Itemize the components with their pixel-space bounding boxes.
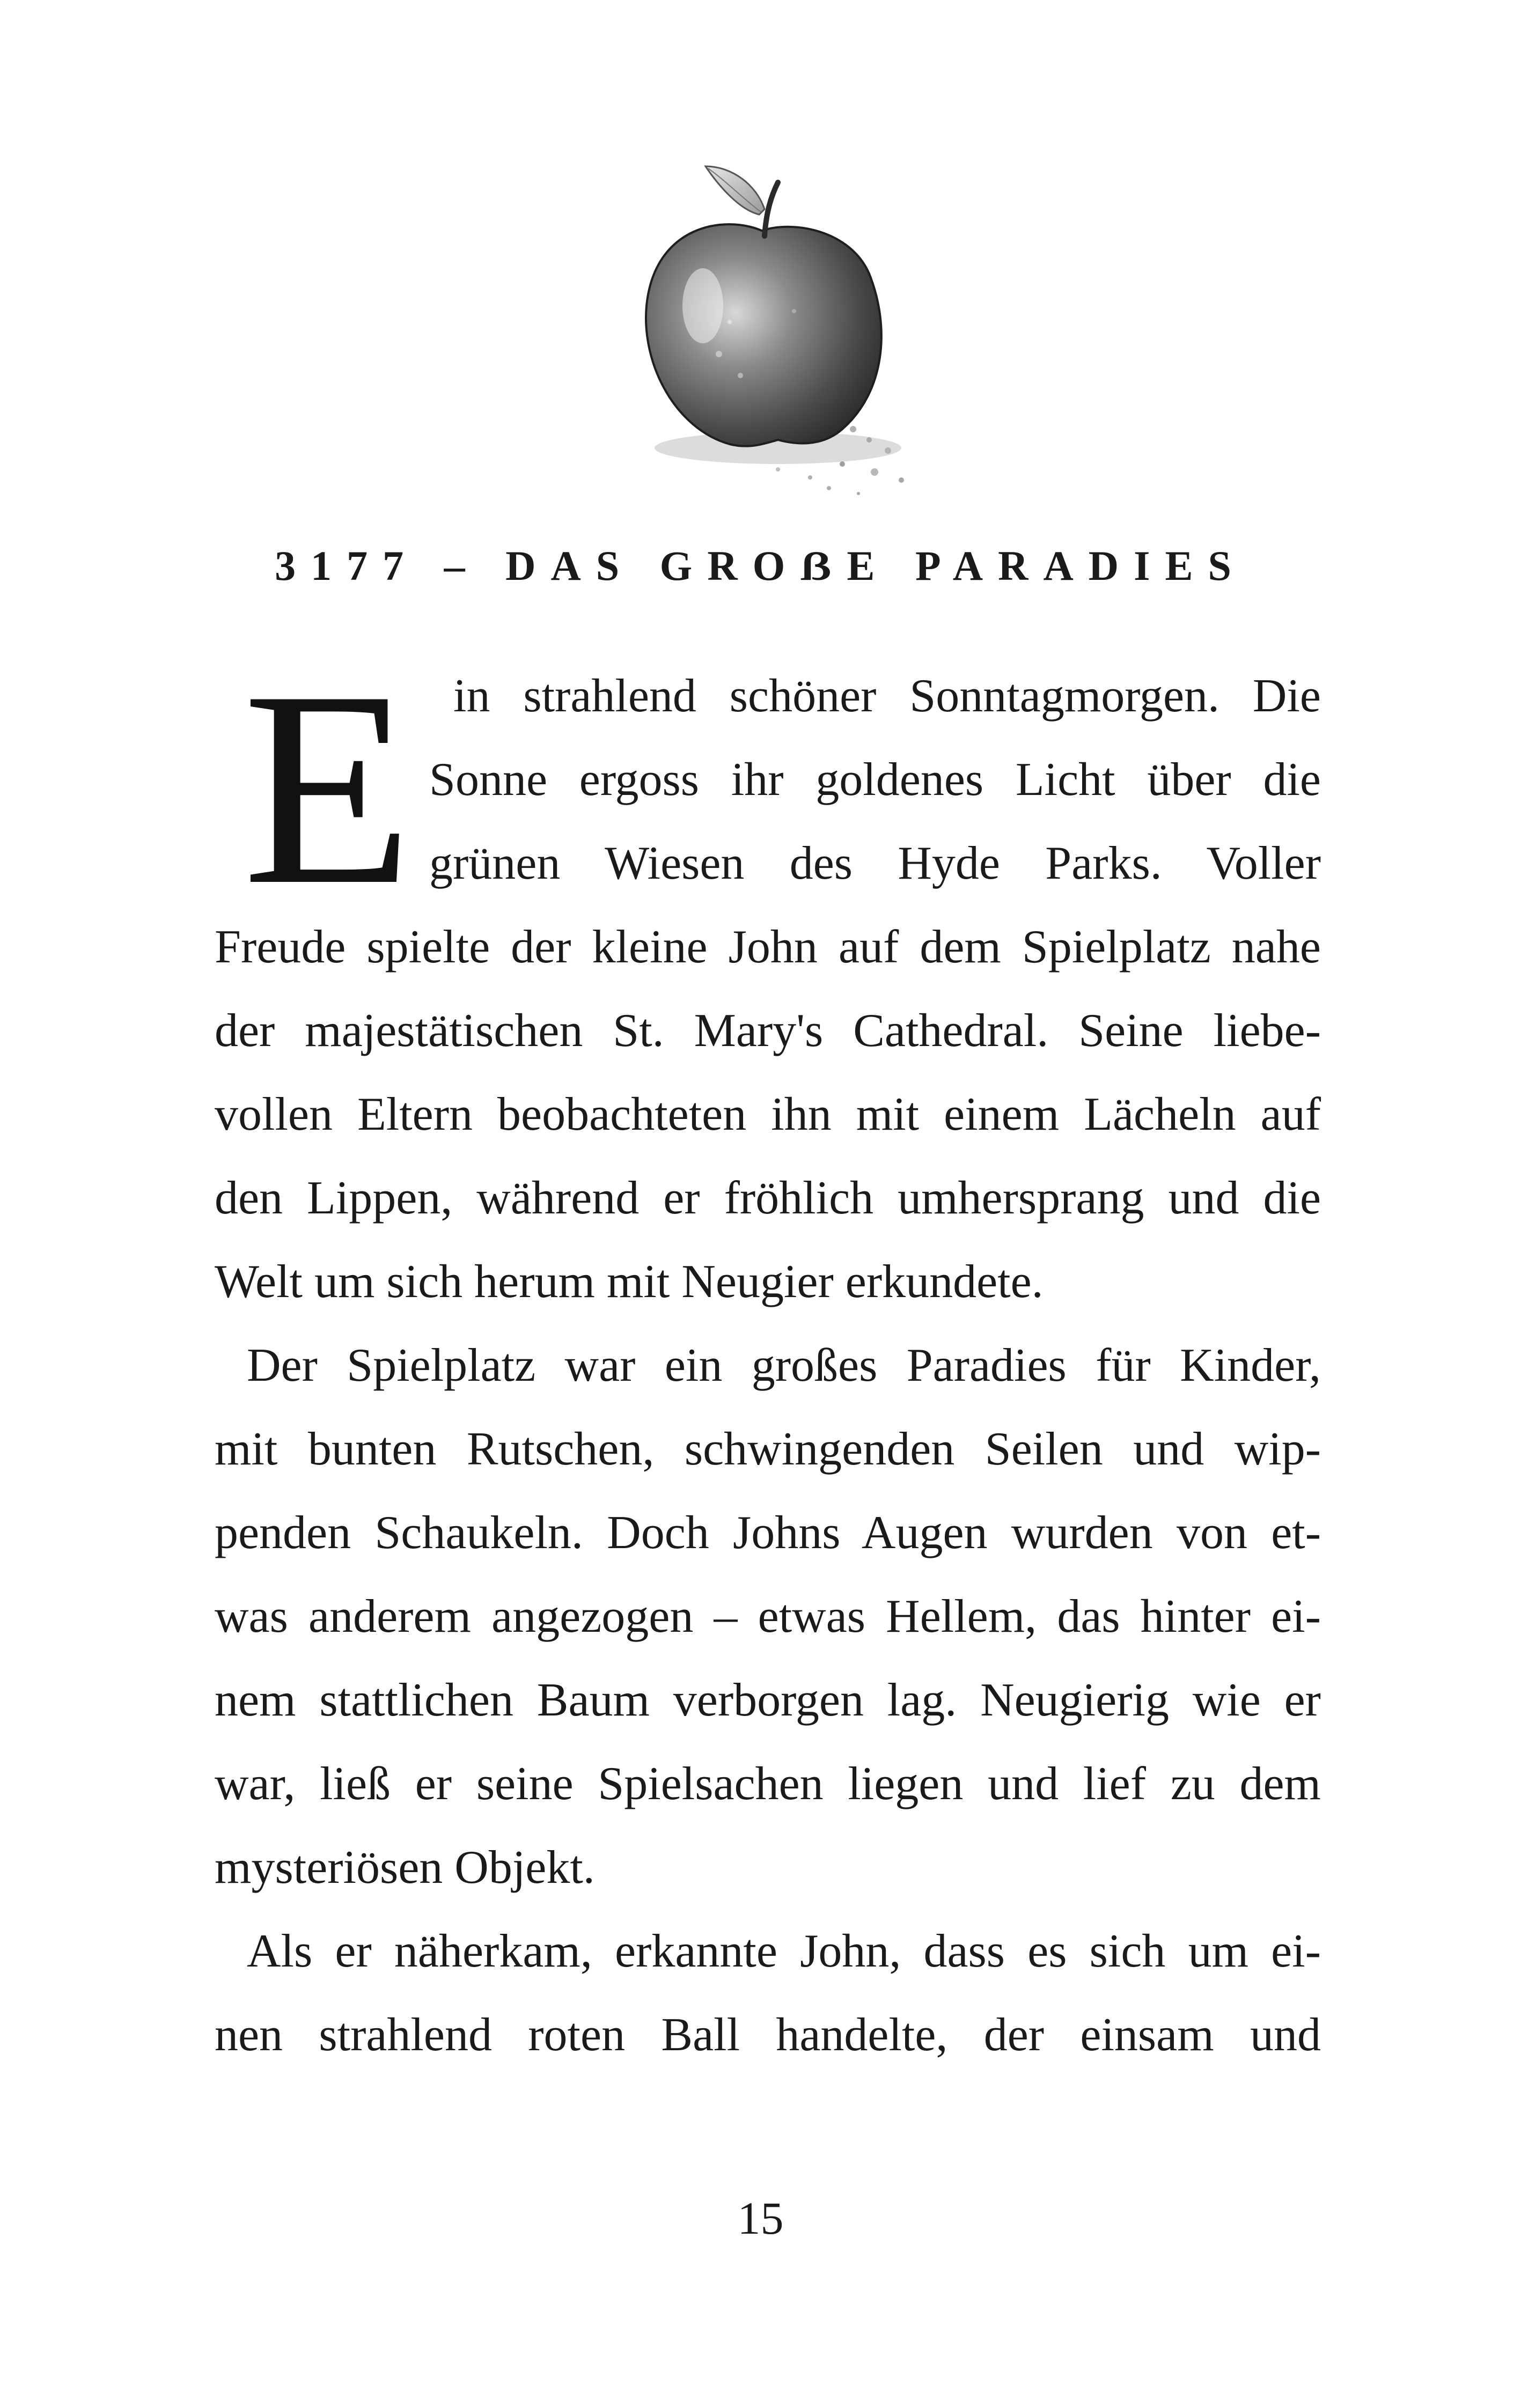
text-line (215, 1491, 1321, 1575)
text-line-content: Welt um sich herum mit Neugier erkundete. (215, 1256, 1044, 1308)
paragraph-2 (215, 1324, 1321, 1910)
text-line-content: nen strahlend roten Ball handelte, der einsam und (215, 2009, 1321, 2061)
text-line (215, 1240, 1321, 1324)
text-line (215, 1742, 1321, 1826)
text-line-content: mysteriösen Objekt. (215, 1842, 595, 1894)
text-line (215, 1993, 1321, 2077)
chapter-body (215, 634, 1321, 2077)
text-line-content: Der Spielplatz war ein großes Paradies für Kinder, (247, 1339, 1321, 1391)
text-line-content: Sonne ergoss ihr goldenes Licht über die (429, 754, 1321, 806)
text-line (215, 1324, 1321, 1408)
text-line (215, 989, 1321, 1073)
text-line-content: penden Schaukeln. Doch Johns Augen wurden von et- (215, 1507, 1321, 1559)
text-line-content: nem stattlichen Baum verborgen lag. Neugierig wie er (215, 1674, 1321, 1726)
text-line-content: den Lippen, während er fröhlich umhersprang und die (215, 1172, 1321, 1224)
chapter-title: 3177 – DAS GROẞE PARADIES (275, 542, 1246, 589)
text-line (215, 1073, 1321, 1157)
text-line (215, 1575, 1321, 1659)
paragraph-3 (215, 1910, 1321, 2077)
text-line (215, 1826, 1321, 1910)
text-line-content: was anderem angezogen – etwas Hellem, das hinter ei- (215, 1590, 1321, 1643)
text-line (215, 1408, 1321, 1491)
text-line-content: in strahlend schöner Sonntagmorgen. Die (453, 670, 1321, 722)
text-line-content: der majestätischen St. Mary's Cathedral. Seine liebe- (215, 1005, 1321, 1057)
text-line-content: war, ließ er seine Spielsachen liegen und lief zu dem (215, 1758, 1321, 1810)
text-line-content: Freude spielte der kleine John auf dem Spielplatz nahe (215, 921, 1321, 973)
text-line (215, 1910, 1321, 1993)
drop-cap-letter: E (243, 634, 413, 942)
text-line (215, 1157, 1321, 1240)
text-line-content: Als er näherkam, erkannte John, dass es sich um ei- (247, 1925, 1321, 1977)
apple-icon (617, 150, 917, 504)
text-line (215, 1659, 1321, 1742)
text-line-content: grünen Wiesen des Hyde Parks. Voller (429, 837, 1321, 889)
page-number: 15 (737, 2192, 784, 2244)
apple-illustration (617, 150, 917, 504)
text-line-content: vollen Eltern beobachteten ihn mit einem Lächeln auf (215, 1088, 1321, 1140)
text-line-content: mit bunten Rutschen, schwingenden Seilen und wip- (215, 1423, 1321, 1475)
